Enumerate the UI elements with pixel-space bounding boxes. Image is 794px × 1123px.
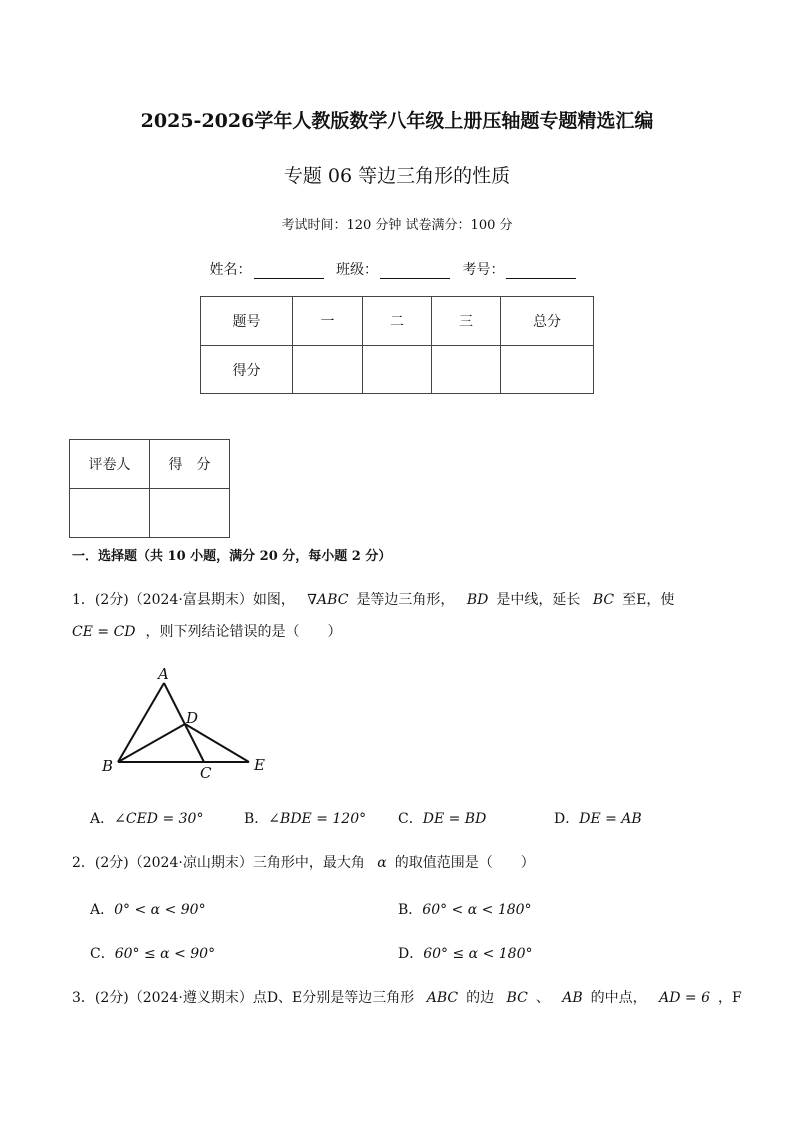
edge-ab	[118, 683, 164, 762]
question-3	[72, 987, 762, 1009]
grader-score-cell[interactable]	[150, 489, 230, 538]
option-math: ∠CED = 30°	[114, 811, 204, 827]
q1-bc: BC	[592, 592, 615, 608]
section-heading: 一．选择题（共 10 小题，满分 20 分，每小题 2 分）	[72, 549, 392, 564]
q1-bd: BD	[466, 592, 489, 608]
score-cell[interactable]	[363, 346, 432, 394]
option-label: D．	[554, 811, 580, 827]
label-b: B	[102, 757, 114, 775]
option-math: 60° < α < 180°	[422, 902, 532, 918]
option-math: ∠BDE = 120°	[268, 811, 367, 827]
option-label: A．	[90, 902, 115, 918]
document-subtitle: 专题 06 等边三角形的性质	[283, 165, 511, 187]
score-cell[interactable]	[501, 346, 594, 394]
q1-option-d[interactable]	[554, 808, 642, 828]
q1-triangle-figure	[96, 664, 276, 784]
q1-ce-cd: CE = CD	[72, 624, 136, 640]
score-cell[interactable]	[432, 346, 501, 394]
q1-text-1: 是等边三角形，	[356, 592, 455, 608]
question-1-line-2	[72, 621, 752, 643]
q2-option-d[interactable]	[398, 943, 533, 963]
class-blank[interactable]	[380, 264, 450, 279]
option-label: B．	[244, 811, 269, 827]
option-math: 0° < α < 90°	[114, 902, 206, 918]
option-label: C．	[398, 811, 423, 827]
label-a: A	[158, 665, 169, 683]
option-label: A．	[90, 811, 115, 827]
grader-table	[69, 439, 230, 538]
q1-option-b[interactable]	[244, 808, 366, 828]
q1-text-3: 至E，使	[622, 592, 675, 608]
label-e: E	[254, 756, 265, 774]
q1-triangle: ∇ABC	[307, 592, 349, 608]
option-math: 60° ≤ α < 90°	[114, 946, 216, 962]
score-header-cell: 三	[432, 297, 501, 346]
id-label: 考号：	[462, 262, 505, 278]
q1-option-a[interactable]	[90, 808, 203, 828]
q3-abc: ABC	[426, 990, 459, 1006]
id-blank[interactable]	[506, 264, 576, 279]
q3-text-1: 的边	[466, 990, 495, 1006]
option-label: D．	[398, 946, 424, 962]
q3-prefix: 3．(2分)（2024·遵义期末）点D、E分别是等边三角形	[72, 990, 415, 1006]
option-math: 60° ≤ α < 180°	[423, 946, 533, 962]
grader-cell[interactable]	[70, 489, 150, 538]
student-info-line	[0, 259, 794, 279]
score-row-label: 得分	[201, 346, 293, 394]
option-label: C．	[90, 946, 115, 962]
q2-prefix: 2．(2分)（2024·凉山期末）三角形中，最大角	[72, 855, 365, 871]
q2-option-b[interactable]	[398, 899, 532, 919]
name-label: 姓名：	[209, 262, 252, 278]
q1-prefix: 1．(2分)（2024·富县期末）如图，	[72, 592, 295, 608]
document-title: 2025-2026学年人教版数学八年级上册压轴题专题精选汇编	[140, 110, 654, 132]
q3-ab: AB	[562, 990, 583, 1006]
exam-info: 考试时间：120 分钟 试卷满分：100 分	[281, 218, 513, 233]
grader-score-label-cell: 得 分	[150, 440, 230, 489]
name-blank[interactable]	[254, 264, 324, 279]
score-header-cell: 题号	[201, 297, 293, 346]
label-c: C	[200, 764, 212, 782]
question-1-line-1	[72, 589, 752, 611]
score-cell[interactable]	[293, 346, 363, 394]
q2-option-a[interactable]	[90, 899, 206, 919]
question-2	[72, 852, 752, 874]
q3-bc: BC	[506, 990, 528, 1006]
q3-text-2: 的中点，	[590, 990, 647, 1006]
score-table	[200, 296, 594, 394]
option-label: B．	[398, 902, 423, 918]
q2-suffix: 的取值范围是（ ）	[394, 855, 535, 871]
q1-line2-text: ，则下列结论错误的是（ ）	[145, 624, 342, 640]
q2-option-c[interactable]	[90, 943, 215, 963]
label-d: D	[186, 709, 199, 727]
q1-option-c[interactable]	[398, 808, 486, 828]
score-header-cell: 总分	[501, 297, 594, 346]
grader-label-cell: 评卷人	[70, 440, 150, 489]
q3-ad: AD = 6	[659, 990, 710, 1006]
q3-text-3: ，F	[718, 990, 742, 1006]
option-math: DE = BD	[422, 811, 487, 827]
q3-sep: 、	[535, 990, 550, 1006]
score-header-cell: 一	[293, 297, 363, 346]
q1-text-2: 是中线，延长	[496, 592, 581, 608]
class-label: 班级：	[336, 262, 378, 278]
option-math: DE = AB	[579, 811, 642, 827]
q2-alpha: α	[377, 855, 387, 871]
score-header-cell: 二	[363, 297, 432, 346]
